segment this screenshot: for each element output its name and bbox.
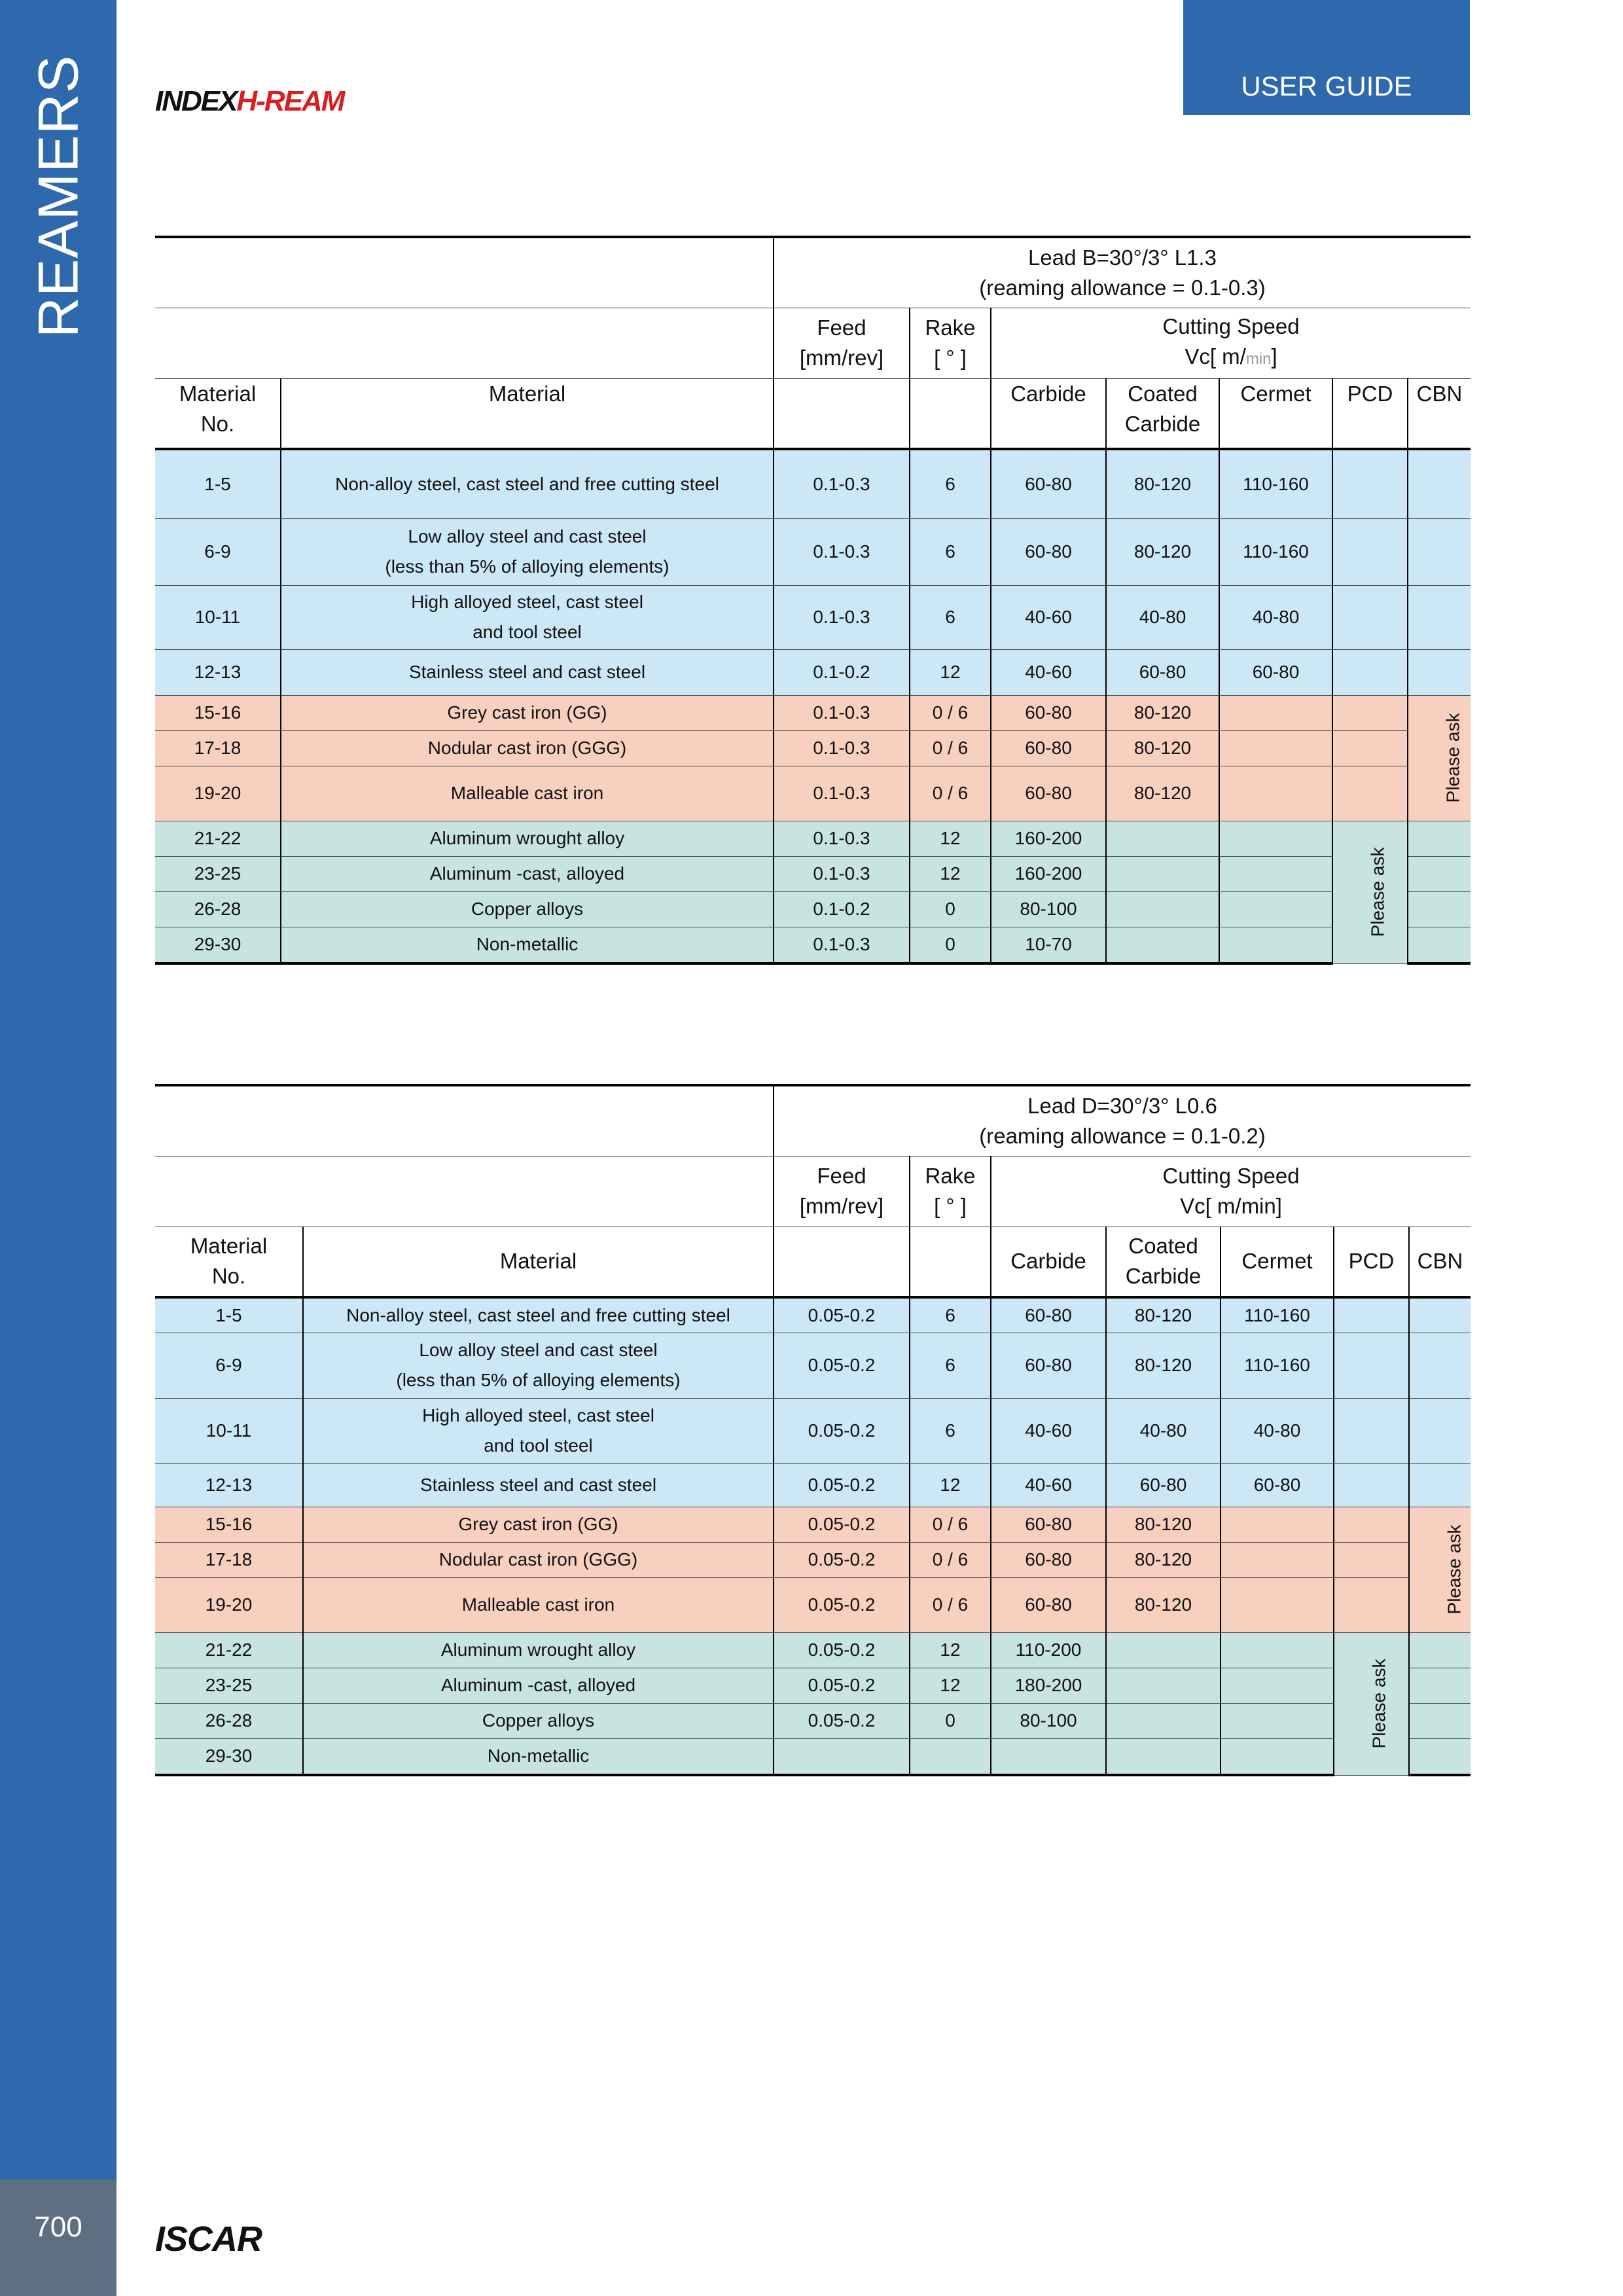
cutting-data-table-lead-d [155, 1084, 1471, 1776]
material-name: Low alloy steel and cast steel [419, 1340, 658, 1360]
cbn-please-ask [1409, 1507, 1471, 1632]
material-no-cell: 19-20 [155, 1577, 303, 1632]
material-name: High alloyed steel, cast steel [422, 1405, 654, 1426]
rake-cell: 12 [910, 1463, 991, 1507]
material-name: Non-metallic [476, 934, 579, 955]
feed-cell: 0.1-0.3 [774, 730, 910, 766]
material-header: Material [281, 378, 774, 449]
reaming-allowance: (reaming allowance = 0.1-0.3) [979, 275, 1266, 300]
table-row [155, 1577, 1471, 1632]
feed-cell: 0.1-0.3 [774, 695, 910, 730]
coated-carbide-cell: 60-80 [1106, 1463, 1221, 1507]
material-name: Copper alloys [471, 899, 584, 919]
pcd-cell [1334, 1333, 1409, 1398]
material-cell [281, 449, 774, 518]
material-no-cell: 15-16 [155, 695, 281, 730]
material-cell [281, 856, 774, 891]
carbide-cell: 110-200 [991, 1632, 1106, 1668]
pcd-please-ask [1334, 1632, 1409, 1775]
rake-cell: 0 / 6 [910, 730, 991, 766]
cbn-cell [1408, 856, 1471, 891]
table-row [155, 449, 1471, 518]
rake-cell: 12 [910, 649, 991, 695]
material-cell [303, 1577, 774, 1632]
page-number: 700 [34, 2211, 82, 2243]
carbide-cell: 60-80 [991, 518, 1106, 585]
pcd-cell [1332, 585, 1408, 649]
cermet-header: Cermet [1219, 378, 1332, 449]
pcd-cell [1332, 730, 1408, 766]
coated-carbide-header: Coated Carbide [1106, 1227, 1221, 1297]
feed-cell: 0.05-0.2 [774, 1463, 910, 1507]
lead-spec: Lead B=30°/3° L1.3 [1028, 245, 1217, 270]
coated-carbide-cell: 80-120 [1106, 1333, 1221, 1398]
feed-cell: 0.05-0.2 [774, 1577, 910, 1632]
feed-cell: 0.05-0.2 [774, 1333, 910, 1398]
pcd-cell [1334, 1507, 1409, 1542]
table-row [155, 1507, 1471, 1542]
material-no-cell: 26-28 [155, 1703, 303, 1738]
carbide-header: Carbide [991, 1227, 1106, 1297]
rake-cell: 12 [910, 1632, 991, 1668]
material-no-cell: 6-9 [155, 518, 281, 585]
material-no-cell: 23-25 [155, 1668, 303, 1703]
cutting-data-table-lead-b [155, 236, 1471, 965]
table-row [155, 585, 1471, 649]
feed-cell: 0.1-0.3 [774, 449, 910, 518]
carbide-cell [991, 1738, 1106, 1775]
cermet-cell [1219, 821, 1332, 856]
table-row [155, 695, 1471, 730]
section-title: REAMERS [27, 54, 90, 338]
header-blank [155, 1085, 774, 1156]
material-cell [303, 1738, 774, 1775]
cermet-cell [1221, 1703, 1334, 1738]
carbide-cell: 40-60 [991, 1463, 1106, 1507]
lead-spec: Lead D=30°/3° L0.6 [1027, 1093, 1217, 1118]
material-note: (less than 5% of alloying elements) [396, 1370, 681, 1390]
feed-cell: 0.1-0.2 [774, 649, 910, 695]
reaming-allowance: (reaming allowance = 0.1-0.2) [979, 1123, 1266, 1148]
rake-cell: 6 [910, 1398, 991, 1463]
product-logo [155, 85, 344, 118]
cermet-cell [1221, 1738, 1334, 1775]
pcd-cell [1334, 1542, 1409, 1577]
please-ask-label: Please ask [1367, 847, 1388, 937]
material-name: Grey cast iron (GG) [447, 702, 607, 723]
material-no-cell: 17-18 [155, 1542, 303, 1577]
page-number-box [0, 2179, 116, 2296]
coated-carbide-cell: 80-120 [1106, 518, 1219, 585]
coated-carbide-cell [1106, 1668, 1221, 1703]
rake-cell: 12 [910, 1668, 991, 1703]
cermet-cell: 40-80 [1219, 585, 1332, 649]
feed-cell: 0.05-0.2 [774, 1632, 910, 1668]
carbide-cell: 60-80 [991, 766, 1106, 821]
cbn-cell [1409, 1703, 1471, 1738]
carbide-cell: 60-80 [991, 695, 1106, 730]
carbide-cell: 40-60 [991, 1398, 1106, 1463]
material-cell [303, 1668, 774, 1703]
cermet-cell: 110-160 [1221, 1297, 1334, 1333]
coated-carbide-header: Coated Carbide [1106, 378, 1219, 449]
carbide-cell: 40-60 [991, 585, 1106, 649]
table-row [155, 1703, 1471, 1738]
pcd-cell [1334, 1463, 1409, 1507]
material-cell [303, 1463, 774, 1507]
coated-carbide-cell: 80-120 [1106, 695, 1219, 730]
cbn-cell [1409, 1668, 1471, 1703]
material-name: Aluminum -cast, alloyed [440, 1675, 636, 1695]
cbn-cell [1409, 1398, 1471, 1463]
material-cell [281, 518, 774, 585]
material-cell [281, 821, 774, 856]
header-blank [155, 308, 774, 378]
cermet-cell: 110-160 [1219, 449, 1332, 518]
table-row [155, 1632, 1471, 1668]
material-note: (less than 5% of alloying elements) [385, 556, 669, 577]
rake-cell: 6 [910, 518, 991, 585]
material-no-cell: 12-13 [155, 1463, 303, 1507]
feed-header: Feed [mm/rev] [774, 1156, 910, 1227]
feed-cell: 0.1-0.2 [774, 891, 910, 927]
material-name: Nodular cast iron (GGG) [427, 738, 627, 758]
cermet-cell [1221, 1577, 1334, 1632]
carbide-cell: 160-200 [991, 821, 1106, 856]
cermet-cell [1221, 1542, 1334, 1577]
pcd-cell [1334, 1577, 1409, 1632]
rake-cell: 6 [910, 585, 991, 649]
lead-header [774, 237, 1471, 308]
material-cell [303, 1632, 774, 1668]
material-name: Non-alloy steel, cast steel and free cutting steel [346, 1304, 730, 1325]
material-note: and tool steel [484, 1435, 593, 1456]
rake-blank [910, 378, 991, 449]
feed-header: Feed [mm/rev] [774, 308, 910, 378]
coated-carbide-cell: 40-80 [1106, 1398, 1221, 1463]
coated-carbide-cell [1106, 1738, 1221, 1775]
carbide-cell: 180-200 [991, 1668, 1106, 1703]
coated-carbide-cell: 80-120 [1106, 1542, 1221, 1577]
cbn-cell [1408, 518, 1471, 585]
material-name: Malleable cast iron [461, 1594, 615, 1615]
table-row [155, 891, 1471, 927]
material-no-cell: 17-18 [155, 730, 281, 766]
table-row [155, 856, 1471, 891]
coated-carbide-cell: 40-80 [1106, 585, 1219, 649]
rake-header: Rake [ ° ] [910, 308, 991, 378]
please-ask-label: Please ask [1442, 713, 1463, 803]
material-cell [281, 766, 774, 821]
material-cell [281, 891, 774, 927]
material-cell [303, 1542, 774, 1577]
carbide-cell: 60-80 [991, 449, 1106, 518]
cbn-cell [1408, 585, 1471, 649]
rake-cell: 0 / 6 [910, 1542, 991, 1577]
material-no-cell: 1-5 [155, 1297, 303, 1333]
feed-cell: 0.05-0.2 [774, 1507, 910, 1542]
feed-cell: 0.05-0.2 [774, 1542, 910, 1577]
coated-carbide-cell [1106, 856, 1219, 891]
pcd-cell [1332, 518, 1408, 585]
carbide-cell: 160-200 [991, 856, 1106, 891]
cermet-cell [1221, 1507, 1334, 1542]
table-row [155, 1297, 1471, 1333]
coated-carbide-cell [1106, 891, 1219, 927]
table-row [155, 649, 1471, 695]
rake-cell: 0 [910, 1703, 991, 1738]
pcd-header: PCD [1334, 1227, 1409, 1297]
material-name: Aluminum wrought alloy [440, 1640, 636, 1660]
rake-cell: 12 [910, 856, 991, 891]
cermet-cell: 110-160 [1219, 518, 1332, 585]
material-no-cell: 29-30 [155, 1738, 303, 1775]
material-no-header: Material No. [155, 378, 281, 449]
rake-cell: 0 / 6 [910, 1507, 991, 1542]
cermet-cell [1221, 1632, 1334, 1668]
cbn-cell [1409, 1463, 1471, 1507]
please-ask-label: Please ask [1444, 1524, 1465, 1615]
cbn-cell [1409, 1738, 1471, 1775]
material-name: High alloyed steel, cast steel [411, 592, 643, 612]
rake-cell: 6 [910, 449, 991, 518]
coated-carbide-cell: 60-80 [1106, 649, 1219, 695]
cermet-cell [1219, 891, 1332, 927]
table-row [155, 518, 1471, 585]
material-cell [281, 730, 774, 766]
header-blank [155, 237, 774, 308]
coated-carbide-cell: 80-120 [1106, 1297, 1221, 1333]
rake-cell: 0 [910, 927, 991, 963]
coated-carbide-cell: 80-120 [1106, 766, 1219, 821]
rake-cell: 0 [910, 891, 991, 927]
please-ask-label: Please ask [1368, 1659, 1389, 1749]
feed-blank [774, 378, 910, 449]
sidebar [0, 0, 116, 2296]
pcd-please-ask [1332, 821, 1408, 963]
table-row [155, 1668, 1471, 1703]
user-guide-label: USER GUIDE [1241, 71, 1412, 101]
feed-cell: 0.05-0.2 [774, 1398, 910, 1463]
feed-cell: 0.05-0.2 [774, 1297, 910, 1333]
material-no-cell: 10-11 [155, 585, 281, 649]
coated-carbide-cell: 80-120 [1106, 449, 1219, 518]
cermet-cell [1219, 927, 1332, 963]
logo-red-part: H-REAM [236, 85, 344, 117]
material-name: Low alloy steel and cast steel [408, 526, 647, 547]
coated-carbide-cell: 80-120 [1106, 730, 1219, 766]
table-row [155, 1738, 1471, 1775]
material-cell [281, 695, 774, 730]
material-cell [303, 1398, 774, 1463]
feed-cell: 0.1-0.3 [774, 821, 910, 856]
table-row [155, 927, 1471, 963]
material-header: Material [303, 1227, 774, 1297]
material-no-cell: 21-22 [155, 1632, 303, 1668]
user-guide-tab [1183, 0, 1470, 115]
cbn-cell [1409, 1333, 1471, 1398]
coated-carbide-cell [1106, 1703, 1221, 1738]
material-name: Non-alloy steel, cast steel and free cutting steel [335, 473, 719, 494]
material-no-cell: 21-22 [155, 821, 281, 856]
rake-cell: 0 / 6 [910, 1577, 991, 1632]
cermet-cell [1219, 766, 1332, 821]
cbn-cell [1408, 449, 1471, 518]
rake-blank [910, 1227, 991, 1297]
cutting-speed-header: Cutting Speed Vc[ m/min] [991, 1156, 1471, 1227]
carbide-cell: 10-70 [991, 927, 1106, 963]
cutting-speed-header: Cutting Speed Vc[ m/min] [991, 308, 1471, 378]
material-cell [281, 927, 774, 963]
feed-cell: 0.05-0.2 [774, 1668, 910, 1703]
rake-cell: 0 / 6 [910, 766, 991, 821]
feed-cell [774, 1738, 910, 1775]
material-cell [281, 649, 774, 695]
cbn-cell [1409, 1632, 1471, 1668]
feed-cell: 0.1-0.3 [774, 585, 910, 649]
material-name: Stainless steel and cast steel [419, 1475, 657, 1495]
cbn-cell [1408, 891, 1471, 927]
table-row [155, 1398, 1471, 1463]
coated-carbide-cell [1106, 821, 1219, 856]
pcd-cell [1334, 1297, 1409, 1333]
carbide-cell: 60-80 [991, 1507, 1106, 1542]
material-no-header: Material No. [155, 1227, 303, 1297]
rake-cell: 6 [910, 1297, 991, 1333]
material-no-cell: 29-30 [155, 927, 281, 963]
material-no-cell: 10-11 [155, 1398, 303, 1463]
coated-carbide-cell [1106, 1632, 1221, 1668]
pcd-cell [1332, 766, 1408, 821]
cermet-cell: 60-80 [1219, 649, 1332, 695]
rake-cell: 12 [910, 821, 991, 856]
pcd-cell [1334, 1398, 1409, 1463]
cermet-cell [1221, 1668, 1334, 1703]
table-row [155, 1333, 1471, 1398]
material-no-cell: 12-13 [155, 649, 281, 695]
cbn-please-ask [1408, 695, 1471, 821]
cbn-cell [1409, 1297, 1471, 1333]
carbide-cell: 40-60 [991, 649, 1106, 695]
material-no-cell: 1-5 [155, 449, 281, 518]
coated-carbide-cell [1106, 927, 1219, 963]
coated-carbide-cell: 80-120 [1106, 1507, 1221, 1542]
cbn-header: CBN [1408, 378, 1471, 449]
coated-carbide-cell: 80-120 [1106, 1577, 1221, 1632]
table-row [155, 1463, 1471, 1507]
cermet-header: Cermet [1221, 1227, 1334, 1297]
lead-header [774, 1085, 1471, 1156]
material-name: Stainless steel and cast steel [408, 662, 646, 682]
material-no-cell: 19-20 [155, 766, 281, 821]
feed-cell: 0.1-0.3 [774, 856, 910, 891]
table-row [155, 1542, 1471, 1577]
cermet-cell: 60-80 [1221, 1463, 1334, 1507]
material-name: Non-metallic [487, 1746, 590, 1767]
material-cell [281, 585, 774, 649]
feed-cell: 0.05-0.2 [774, 1703, 910, 1738]
cermet-cell: 40-80 [1221, 1398, 1334, 1463]
feed-cell: 0.1-0.3 [774, 927, 910, 963]
pcd-cell [1332, 449, 1408, 518]
carbide-cell: 60-80 [991, 730, 1106, 766]
logo-black-part: INDEX [155, 85, 237, 117]
material-no-cell: 23-25 [155, 856, 281, 891]
carbide-cell: 80-100 [991, 1703, 1106, 1738]
material-name: Malleable cast iron [450, 783, 604, 803]
carbide-cell: 80-100 [991, 891, 1106, 927]
material-no-cell: 15-16 [155, 1507, 303, 1542]
material-no-cell: 6-9 [155, 1333, 303, 1398]
cermet-cell [1219, 856, 1332, 891]
carbide-header: Carbide [991, 378, 1106, 449]
cbn-cell [1408, 821, 1471, 856]
material-name: Nodular cast iron (GGG) [438, 1549, 638, 1570]
carbide-cell: 60-80 [991, 1297, 1106, 1333]
cbn-cell [1408, 927, 1471, 963]
pcd-cell [1332, 695, 1408, 730]
material-name: Copper alloys [482, 1710, 595, 1731]
rake-header: Rake [ ° ] [910, 1156, 991, 1227]
table-row [155, 766, 1471, 821]
carbide-cell: 60-80 [991, 1577, 1106, 1632]
table-row [155, 730, 1471, 766]
feed-cell: 0.1-0.3 [774, 766, 910, 821]
cermet-cell [1219, 695, 1332, 730]
carbide-cell: 60-80 [991, 1333, 1106, 1398]
cermet-cell [1219, 730, 1332, 766]
cbn-header: CBN [1409, 1227, 1471, 1297]
cermet-cell: 110-160 [1221, 1333, 1334, 1398]
material-cell [303, 1703, 774, 1738]
material-cell [303, 1297, 774, 1333]
material-name: Aluminum -cast, alloyed [429, 863, 625, 884]
feed-cell: 0.1-0.3 [774, 518, 910, 585]
header-blank [155, 1156, 774, 1227]
footer-brand-logo: ISCAR [155, 2219, 262, 2259]
material-name: Aluminum wrought alloy [429, 828, 625, 848]
rake-cell [910, 1738, 991, 1775]
feed-blank [774, 1227, 910, 1297]
table-row [155, 821, 1471, 856]
material-cell [303, 1333, 774, 1398]
pcd-header: PCD [1332, 378, 1408, 449]
cbn-cell [1408, 649, 1471, 695]
material-cell [303, 1507, 774, 1542]
rake-cell: 0 / 6 [910, 695, 991, 730]
rake-cell: 6 [910, 1333, 991, 1398]
material-note: and tool steel [473, 622, 582, 642]
pcd-cell [1332, 649, 1408, 695]
material-no-cell: 26-28 [155, 891, 281, 927]
material-name: Grey cast iron (GG) [458, 1514, 618, 1534]
carbide-cell: 60-80 [991, 1542, 1106, 1577]
